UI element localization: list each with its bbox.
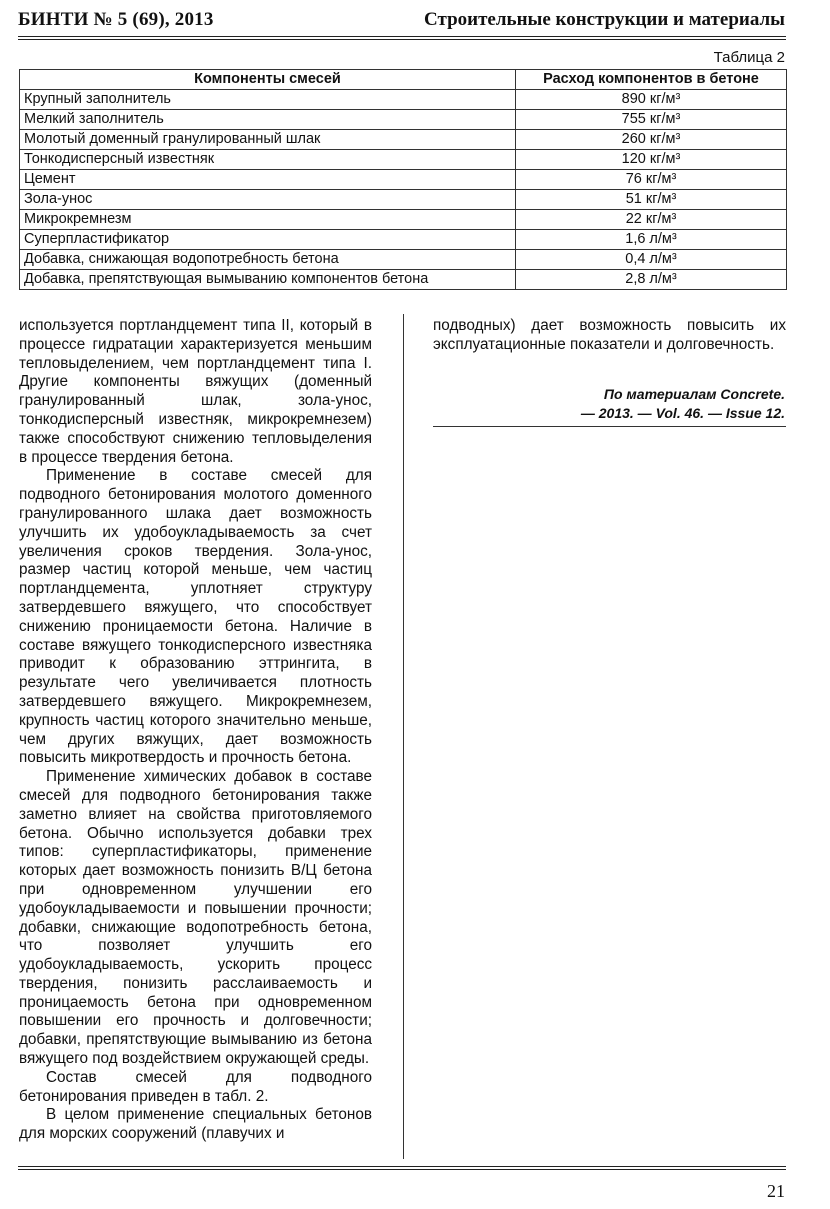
component-cell: Цемент [20, 170, 516, 190]
amount-cell: 755 кг/м³ [516, 110, 787, 130]
component-cell: Молотый доменный гранулированный шлак [20, 130, 516, 150]
table-caption: Таблица 2 [713, 49, 785, 66]
section-title: Строительные конструкции и материалы [424, 9, 785, 30]
component-cell: Тонкодисперсный известняк [20, 150, 516, 170]
component-cell: Мелкий заполнитель [20, 110, 516, 130]
amount-cell: 0,4 л/м³ [516, 250, 787, 270]
component-cell: Зола-унос [20, 190, 516, 210]
right-column [433, 317, 786, 355]
paragraph: В целом применение специальных бетонов для морских сооружений (плавучих и [19, 1106, 372, 1143]
header-rule [18, 36, 786, 37]
source-line: По материалам Concrete. [603, 386, 785, 402]
table-row [20, 110, 787, 130]
amount-cell: 120 кг/м³ [516, 150, 787, 170]
table-row [20, 250, 787, 270]
table-row [20, 150, 787, 170]
header-rule-2 [18, 39, 786, 40]
footer-rule-2 [18, 1169, 786, 1170]
page-number: 21 [767, 1181, 785, 1201]
journal-issue: БИНТИ № 5 (69), 2013 [18, 9, 214, 30]
table-row [20, 270, 787, 290]
components-table [19, 69, 787, 290]
table-row [20, 130, 787, 150]
component-cell: Суперпластификатор [20, 230, 516, 250]
source-line: — 2013. — Vol. 46. — Issue 12. [580, 404, 785, 421]
component-cell: Крупный заполнитель [20, 90, 516, 110]
amount-cell: 76 кг/м³ [516, 170, 787, 190]
column-header-component: Компоненты смесей [20, 70, 516, 90]
footer-rule [18, 1166, 786, 1167]
paragraph: Состав смесей для подводного бетонирования приведен в табл. 2. [19, 1068, 372, 1105]
component-cell: Микрокремнезм [20, 210, 516, 230]
left-column [19, 317, 372, 1144]
table-row [20, 210, 787, 230]
paragraph: используется портландцемент типа II, который в процессе гидратации характеризуется меньшим тепловыделением, чем портландцемент типа I. Другие компоненты вяжущих (доменный гранулированный шлак, зола-унос, тонкодисперсный известняк, микрокремнезем) также способствуют снижению тепловыделения в процессе твердения бетона. [19, 317, 372, 466]
component-cell: Добавка, снижающая водопотребность бетона [20, 250, 516, 270]
source-citation [581, 385, 785, 422]
amount-cell: 890 кг/м³ [516, 90, 787, 110]
table-row [20, 230, 787, 250]
amount-cell: 1,6 л/м³ [516, 230, 787, 250]
source-rule [433, 426, 786, 427]
amount-cell: 260 кг/м³ [516, 130, 787, 150]
amount-cell: 51 кг/м³ [516, 190, 787, 210]
table-row [20, 90, 787, 110]
paragraph: подводных) дает возможность повысить их эксплуатационные показатели и долговечность. [433, 317, 786, 353]
component-cell: Добавка, препятствующая вымыванию компонентов бетона [20, 270, 516, 290]
column-header-amount: Расход компонентов в бетоне [516, 70, 787, 90]
table-row [20, 190, 787, 210]
table-header-row [20, 70, 787, 90]
paragraph: Применение в составе смесей для подводного бетонирования молотого доменного гранулированного шлака дает возможность улучшить их удобоукладываемость за счет увеличения сроков твердения. Зола-унос, размер частиц которой меньше, чем частиц портландцемента, уплотняет структуру затвердевшего вяжущего, что способствует снижению проницаемости бетона. Наличие в составе вяжущего тонкодисперсного известняка приводит к образованию эттрингита, в результате чего увеличивается плотность затвердевшего вяжущего. Микрокремнезем, крупность частиц которого значительно меньше, чем других вяжущих, дает возможность повысить микротвердость и прочность бетона. [19, 467, 372, 767]
column-divider [403, 314, 404, 1159]
amount-cell: 22 кг/м³ [516, 210, 787, 230]
amount-cell: 2,8 л/м³ [516, 270, 787, 290]
table-row [20, 170, 787, 190]
paragraph: Применение химических добавок в составе смесей для подводного бетонирования также заметно влияет на свойства приготовляемого бетона. Обычно используется добавки трех типов: суперпластификаторы, применение которых дает возможность понизить В/Ц бетона при одновременном улучшении его удобоукладываемости и повышении прочности; добавки, снижающие водопотребность бетона, что позволяет улучшить его удобоукладываемость, ускорить процесс твердения, понизить расслаиваемость и проницаемость бетона при одновременном повышении его прочность и долговечности; добавки, препятствующие вымыванию из бетона вяжущего под воздействием окружающей среды. [19, 768, 372, 1068]
